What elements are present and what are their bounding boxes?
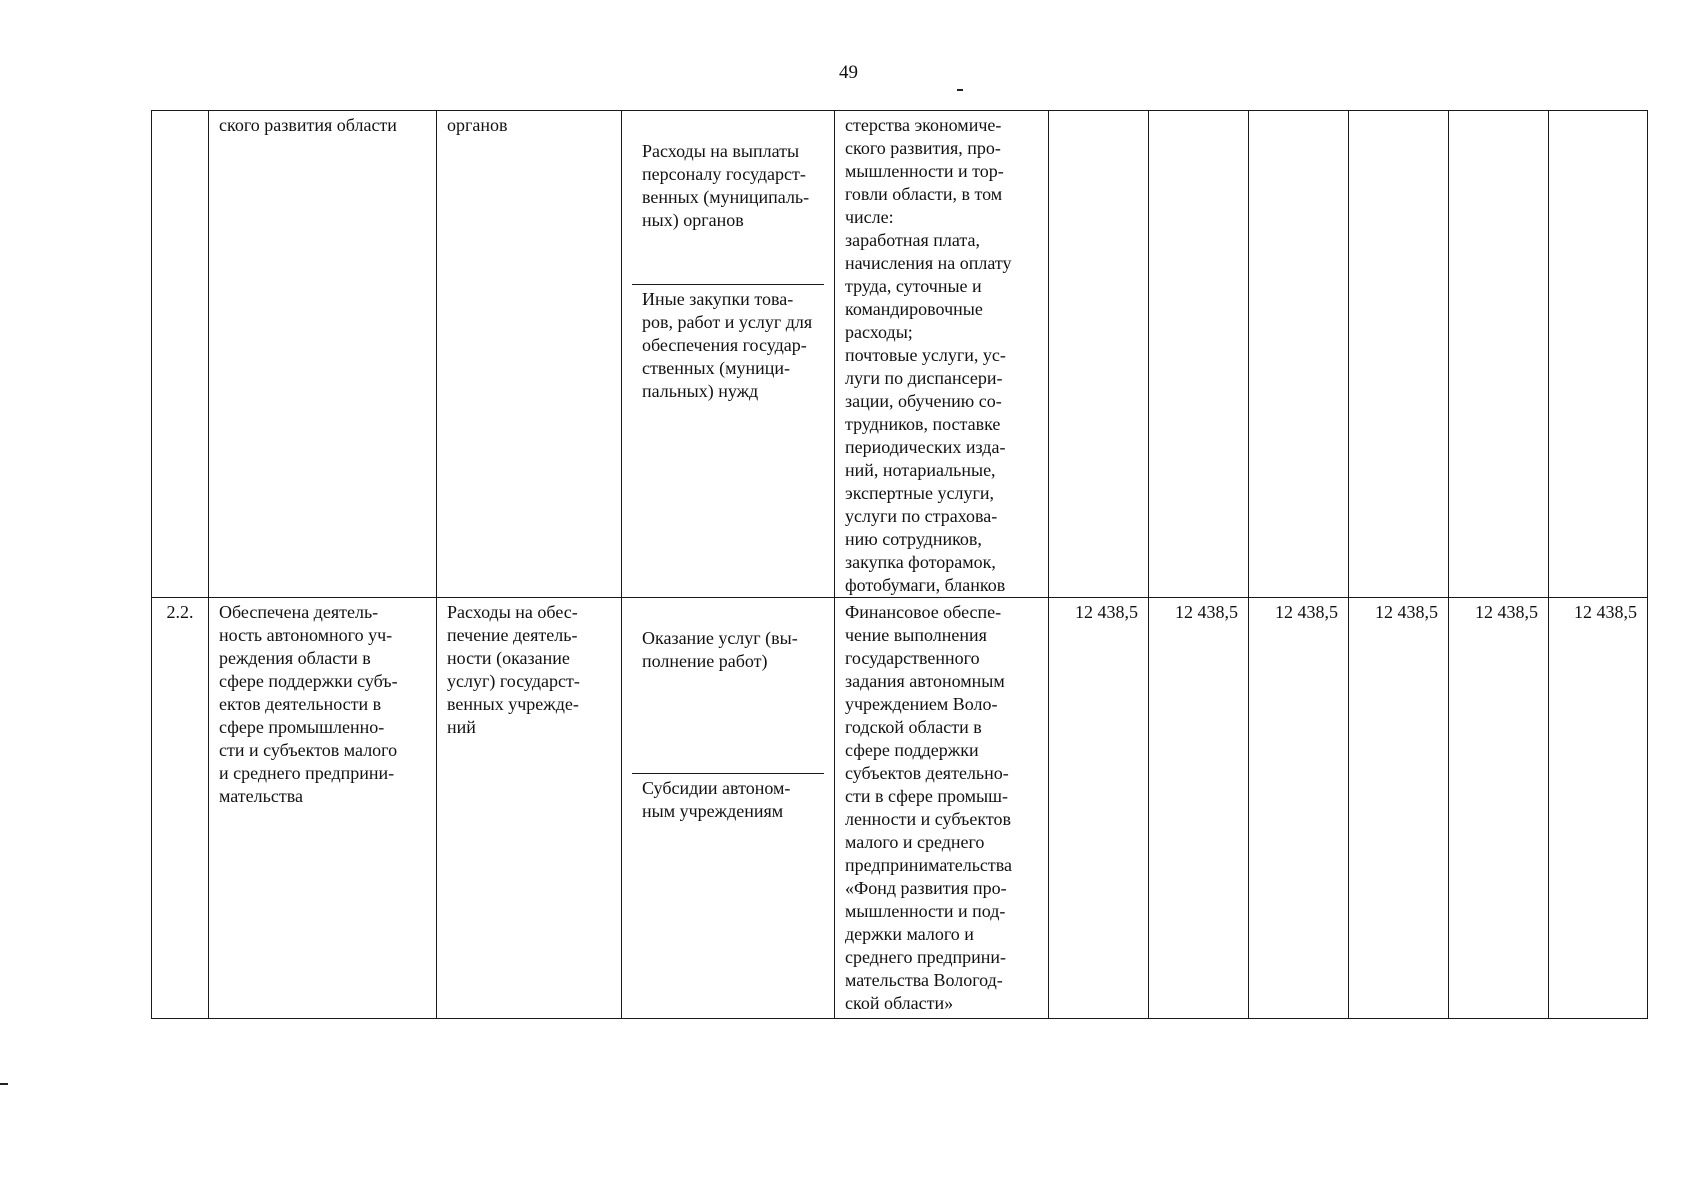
purpose-cell: стерства экономиче- ского развития, про- мышленности и тор- говли области, в том числе: заработная плата, начисления на оплату труда, суточные и командировочные расходы; почтовые услуги, ус- луги по диспансери- зации, обучению со- трудников, поставке периодических изда- ний, нотариальные, экспертные услуги, услуги по страхова- нию сотрудников, закупка фоторамок, фотобумаги, бланков bbox=[835, 111, 1049, 598]
result-cell: ского развития области bbox=[209, 111, 437, 598]
purpose-cell: Финансовое обеспе- чение выполнения государственного задания автономным учреждением Воло- годской области в сфере поддержки субъектов деятельно- сти в сфере промыш- ленности и субъектов малого и среднего предпринимательства «Фонд развития про- мышленности и под- держки малого и среднего предприни- мательства Вологод- ской области» bbox=[835, 598, 1049, 1019]
row-number-cell: 2.2. bbox=[152, 598, 209, 1019]
amount-cell: 12 438,5 bbox=[1249, 598, 1349, 1019]
expense-type-cell bbox=[622, 598, 835, 1019]
amount-cell: 12 438,5 bbox=[1049, 598, 1149, 1019]
scan-mark bbox=[957, 89, 963, 91]
expense-type-item: Субсидии автоном- ным учреждениям bbox=[632, 773, 824, 1019]
amount-cell bbox=[1249, 111, 1349, 598]
expense-type-item: Иные закупки това- ров, работ и услуг для обеспечения государ- ственных (муници- пальных) нужд bbox=[632, 284, 824, 598]
row-number-cell bbox=[152, 111, 209, 598]
table-row bbox=[152, 111, 1648, 598]
amount-cell: 12 438,5 bbox=[1549, 598, 1648, 1019]
amount-cell: 12 438,5 bbox=[1349, 598, 1449, 1019]
budget-table bbox=[151, 110, 1648, 1019]
amount-cell bbox=[1549, 111, 1648, 598]
amount-cell bbox=[1149, 111, 1249, 598]
result-cell: Обеспечена деятель- ность автономного уч- реждения области в сфере поддержки субъ- ектов деятельности в сфере промышленно- сти и субъектов малого и среднего предприни- мательства bbox=[209, 598, 437, 1019]
expense-type-item: Расходы на выплаты персоналу государст- венных (муниципаль- ных) органов bbox=[642, 141, 810, 230]
scan-mark bbox=[0, 1083, 8, 1085]
page-number: 49 bbox=[839, 62, 858, 83]
amount-cell: 12 438,5 bbox=[1149, 598, 1249, 1019]
amount-cell bbox=[1349, 111, 1449, 598]
table-row bbox=[152, 598, 1648, 1019]
amount-cell: 12 438,5 bbox=[1449, 598, 1549, 1019]
amount-cell bbox=[1449, 111, 1549, 598]
expense-type-item: Оказание услуг (вы- полнение работ) bbox=[642, 628, 798, 671]
direction-cell: Расходы на обес- печение деятель- ности (оказание услуг) государст- венных учрежде- ний bbox=[437, 598, 622, 1019]
direction-cell: органов bbox=[437, 111, 622, 598]
amount-cell bbox=[1049, 111, 1149, 598]
expense-type-cell bbox=[622, 111, 835, 598]
